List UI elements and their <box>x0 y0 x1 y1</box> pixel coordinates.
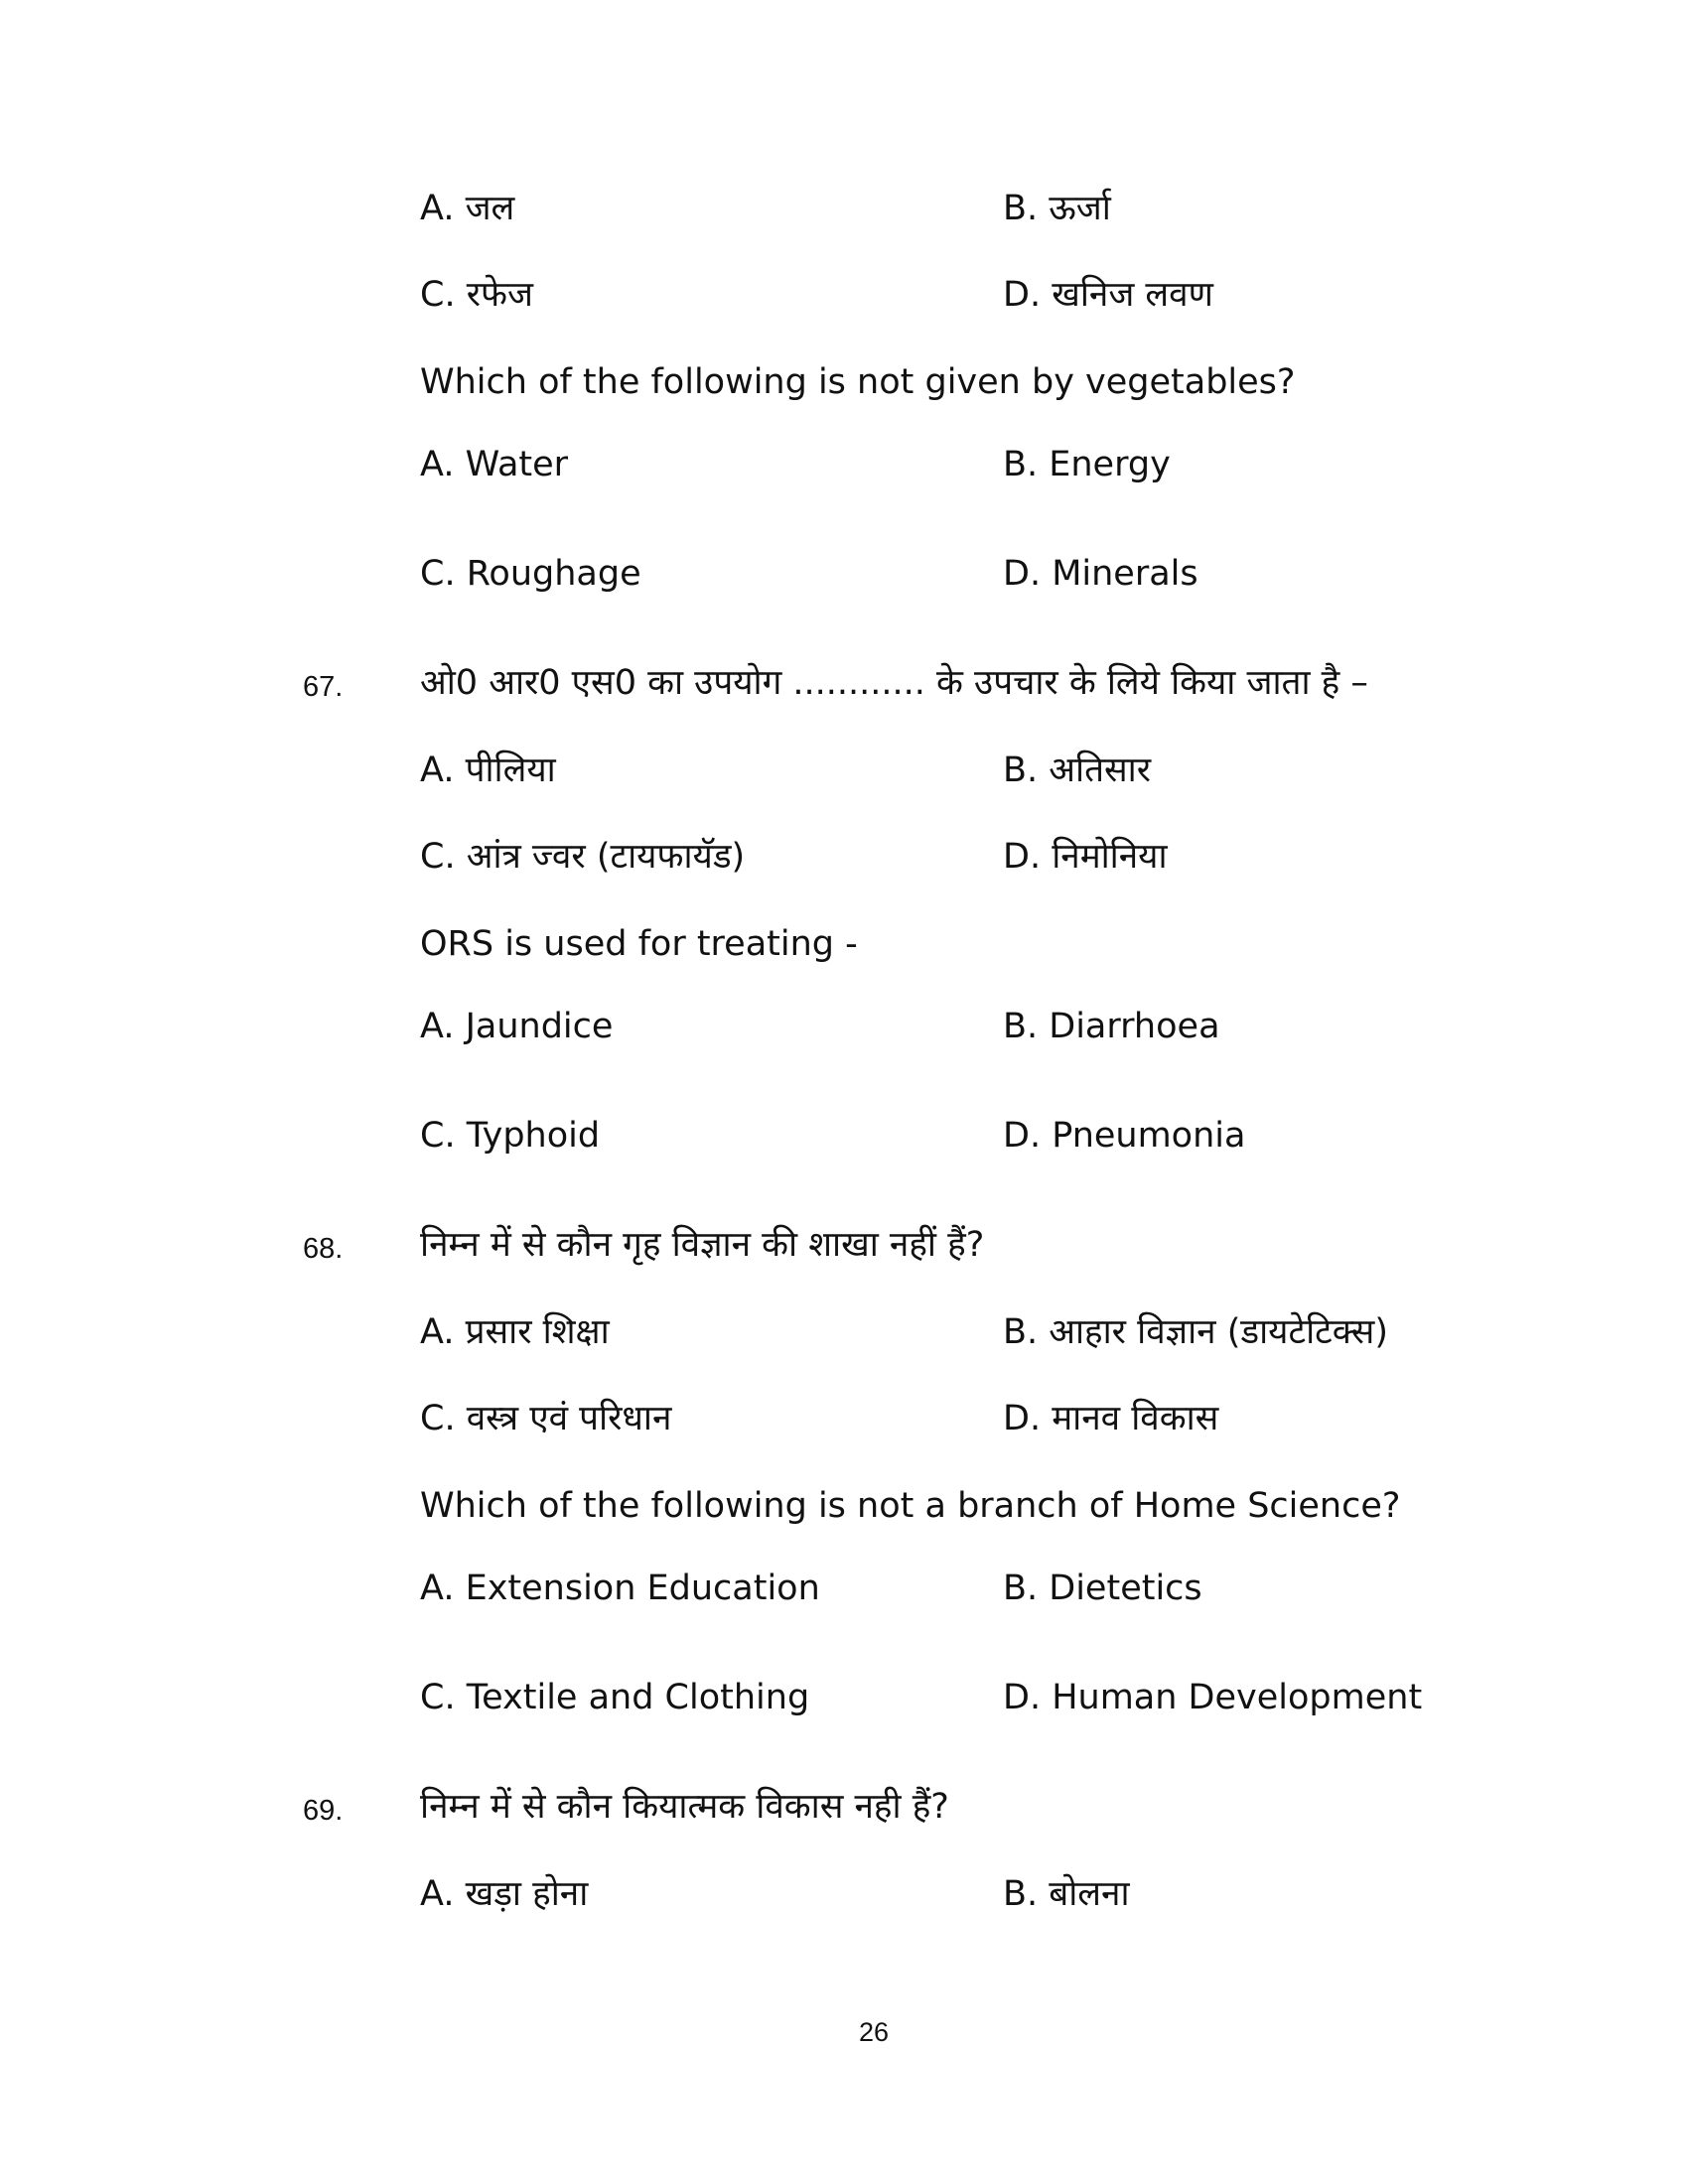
question-number-69: 69. <box>303 1795 344 1827</box>
option-b-english: B. Energy <box>1003 445 1171 484</box>
q67-option-d-hindi: D. निमोनिया <box>1003 837 1168 877</box>
option-d-english: D. Minerals <box>1003 554 1198 594</box>
page-number: 26 <box>858 2017 890 2047</box>
q69-option-b-hindi: B. बोलना <box>1003 1874 1130 1914</box>
q68-option-c-english: C. Textile and Clothing <box>420 1678 810 1717</box>
q67-option-b-english: B. Diarrhoea <box>1003 1007 1220 1046</box>
q67-option-b-hindi: B. अतिसार <box>1003 751 1152 790</box>
question-68-english: Which of the following is not a branch of Home Science? <box>420 1486 1401 1526</box>
q67-option-d-english: D. Pneumonia <box>1003 1116 1246 1156</box>
question-text-english: Which of the following is not given by vegetables? <box>420 362 1296 402</box>
q67-option-c-english: C. Typhoid <box>420 1116 601 1156</box>
q68-option-a-hindi: A. प्रसार शिक्षा <box>420 1312 610 1352</box>
question-number-68: 68. <box>303 1233 344 1265</box>
q68-option-c-hindi: C. वस्त्र एवं परिधान <box>420 1399 672 1438</box>
q68-option-d-hindi: D. मानव विकास <box>1003 1399 1219 1438</box>
option-a-english: A. Water <box>420 445 569 484</box>
option-c-hindi: C. रफेज <box>420 275 533 315</box>
q68-option-d-english: D. Human Development <box>1003 1678 1423 1717</box>
q68-option-a-english: A. Extension Education <box>420 1569 820 1608</box>
question-68-hindi: निम्न में से कौन गृह विज्ञान की शाखा नहीं हैं? <box>420 1225 985 1265</box>
q67-option-a-hindi: A. पीलिया <box>420 751 556 790</box>
question-67-hindi: ओ0 आर0 एस0 का उपयोग ............ के उपचार के लिये किया जाता है – <box>420 663 1368 703</box>
question-number-67: 67. <box>303 671 344 703</box>
option-a-hindi: A. जल <box>420 189 515 228</box>
q69-option-a-hindi: A. खड़ा होना <box>420 1874 589 1914</box>
q68-option-b-hindi: B. आहार विज्ञान (डायटेटिक्स) <box>1003 1312 1388 1352</box>
question-67-english: ORS is used for treating - <box>420 924 858 964</box>
option-d-hindi: D. खनिज लवण <box>1003 275 1213 315</box>
option-c-english: C. Roughage <box>420 554 641 594</box>
q68-option-b-english: B. Dietetics <box>1003 1569 1202 1608</box>
question-69-hindi: निम्न में से कौन कियात्मक विकास नही हैं? <box>420 1787 949 1827</box>
q67-option-a-english: A. Jaundice <box>420 1007 614 1046</box>
option-b-hindi: B. ऊर्जा <box>1003 189 1111 228</box>
q67-option-c-hindi: C. आंत्र ज्वर (टायफायॅड) <box>420 837 746 877</box>
